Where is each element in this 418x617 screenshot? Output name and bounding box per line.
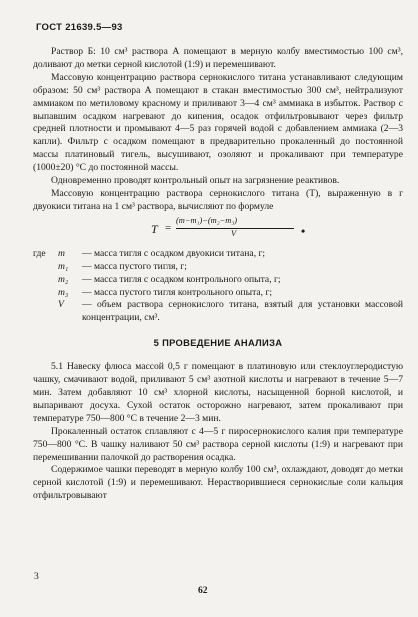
definition-text: — масса пустого тигля, г; [82,260,187,272]
formula-end-mark: • [301,223,306,238]
formula [33,216,403,246]
paragraph: Массовую концентрацию раствора сернокислого титана (T), выраженную в г двуокиси титана на 1 см³ раствора, вычисляют по формуле [33,187,403,212]
paragraph: Одновременно проводят контрольный опыт на загрязнение реактивов. [51,175,340,187]
definition-lead [33,287,58,300]
definition-lead [33,299,58,325]
paragraph: Содержимое чашки переводят в мерную колбу 100 см³, охлаждают, доводят до метки серной кислотой (1:9) и перемешивают. Нерастворившиеся сернокислые соли кальция отфильтровывают [33,464,403,502]
paragraph: 5.1 Навеску флюса массой 0,5 г помещают в платиновую или стеклоуглеродистую чашку, смачивают водой, приливают 5 см³ азотной кислоты и нагревают в течение 5—7 мин. Затем добавляют 10 см³ хлорной кислоты, насыщенной борной кислотой, и выпаривают досуха. Сухой остаток осторожно нагревают, затем прокаливают при температуре 750—800 °С в течение 2—3 мин. [33,361,403,424]
paragraph: Массовую концентрацию раствора сернокислого титана устанавливают следующим образом: 50 см³ раствора А помещают в стакан вместимостью 300 см³, нейтрализуют аммиаком по метиловому красному и приливают 3—4 см³ аммиака в избыток. Раствор с выпавшим осадком нагревают до кипения, осадок отфильтровывают через фильтр средней плотности и промывают 4—5 раз горячей водой с добавлением аммиака (2—3 капли). Фильтр с осадком помещают в предварительно прокаленный до постоянной массы платиновый тигель, высушивают, озоляют и прокаливают при температуре (1000±20) °С до постоянной массы. [33,71,403,174]
paragraph: Прокаленный остаток сплавляют с 4—5 г пиросернокислого калия при температуре 750—800 °С. В чашку наливают 50 см³ раствора серной кислоты (1:9) и нагревают при перемешивании палочкой до растворения осадка. [33,425,403,463]
definition-text: — масса тигля с осадком контрольного опыта, г; [82,273,281,285]
document-body [33,46,403,503]
page-number: 62 [198,585,208,596]
definition-text: — масса тигля с осадком двуокиси титана, г; [82,247,266,259]
definition-lead: где [33,247,46,259]
standard-header: ГОСТ 21639.5—93 [36,22,123,33]
formula-numerator: (m−m₁)−(m₂−m₃) [176,215,238,225]
definition-lead [33,274,58,287]
definition-text: — объем раствора сернокислого титана, взятый для установки массовой концентрации, см³. [82,299,403,324]
definition-symbol: m₂ [58,273,69,285]
section-title: 5 ПРОВЕДЕНИЕ АНАЛИЗА [153,337,283,349]
formula-lhs: T [151,221,158,236]
variable-definitions [33,248,403,325]
paragraph: Раствор Б: 10 см³ раствора А помещают в мерную колбу вместимостью 100 см³, доливают до метки серной кислотой (1:9) и перемешивают. [33,46,403,70]
definition-row [33,287,403,300]
definition-symbol: m₃ [58,286,69,298]
definition-row [33,299,403,325]
definition-row [33,248,403,261]
definition-lead [33,261,58,274]
definition-row [33,261,403,274]
footer-mark: 3 [34,571,39,582]
definition-text: — масса пустого тигля контрольного опыта, г; [82,286,273,298]
definition-symbol: V [58,299,64,311]
formula-equals: = [165,221,172,234]
definition-symbol: m [58,247,65,259]
definition-row [33,274,403,287]
definition-symbol: m₁ [58,260,69,272]
formula-denominator: V [231,228,237,238]
